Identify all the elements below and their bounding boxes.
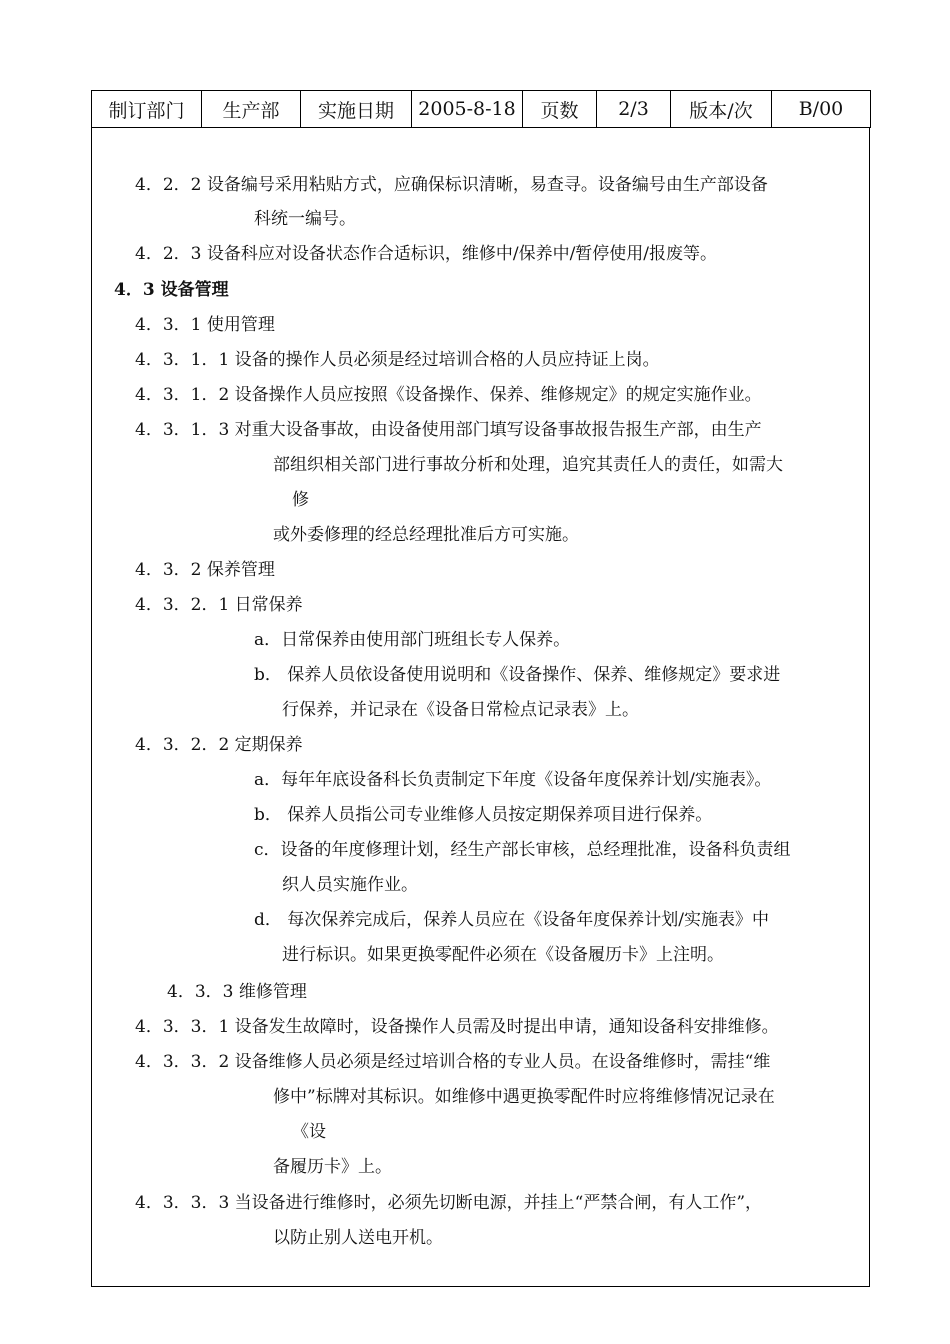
list-item-c: c．设备的年度修理计划，经生产部长审核，总经理批准，设备科负责组: [254, 840, 791, 860]
clause-4-3-3-2-cont: 修中”标牌对其标识。如维修中遇更换零配件时应将维修情况记录在: [273, 1087, 775, 1107]
clause-4-3-3-3-cont: 以防止别人送电开机。: [273, 1228, 443, 1248]
document-header-table: [91, 90, 871, 128]
clause-4-3-3-1: 4．3．3．1 设备发生故障时，设备操作人员需及时提出申请，通知设备科安排维修。: [135, 1017, 779, 1037]
list-item-a: a．每年年底设备科长负责制定下年度《设备年度保养计划/实施表》。: [254, 770, 772, 790]
clause-4-3-1-3-cont: 部组织相关部门进行事故分析和处理，追究其责任人的责任，如需大: [273, 455, 783, 475]
date-value: 2005-8-18: [412, 91, 523, 128]
dept-label: 制订部门: [92, 91, 202, 128]
clause-4-3-1-3-cont: 修: [292, 490, 309, 510]
header-row: [92, 91, 871, 128]
version-value: B/00: [772, 91, 871, 128]
list-item-d-cont: 进行标识。如果更换零配件必须在《设备履历卡》上注明。: [282, 945, 724, 965]
date-label: 实施日期: [301, 91, 412, 128]
clause-4-3-3-2-cont: 备履历卡》上。: [273, 1157, 392, 1177]
section-heading-4-3: 4．3 设备管理: [114, 280, 229, 300]
list-item-a: a．日常保养由使用部门班组长专人保养。: [254, 630, 571, 650]
dept-value: 生产部: [202, 91, 301, 128]
list-item-b: b． 保养人员依设备使用说明和《设备操作、保养、维修规定》要求进: [254, 665, 781, 685]
clause-4-3-2-1: 4．3．2．1 日常保养: [135, 595, 303, 615]
clause-4-3-3-2-cont: 《设: [292, 1122, 326, 1142]
list-item-b: b． 保养人员指公司专业维修人员按定期保养项目进行保养。: [254, 805, 713, 825]
clause-4-3-1-1: 4．3．1．1 设备的操作人员必须是经过培训合格的人员应持证上岗。: [135, 350, 660, 370]
clause-4-3-1-3-cont: 或外委修理的经总经理批准后方可实施。: [273, 525, 579, 545]
clause-4-3-3: 4．3．3 维修管理: [167, 982, 307, 1002]
clause-4-2-2: 4．2．2 设备编号采用粘贴方式，应确保标识清晰，易查寻。设备编号由生产部设备: [135, 175, 768, 195]
clause-4-3-3-2: 4．3．3．2 设备维修人员必须是经过培训合格的专业人员。在设备维修时，需挂“维: [135, 1052, 771, 1072]
clause-4-2-3: 4．2．3 设备科应对设备状态作合适标识，维修中/保养中/暂停使用/报废等。: [135, 244, 718, 264]
list-item-c-cont: 织人员实施作业。: [282, 875, 418, 895]
page-value: 2/3: [597, 91, 671, 128]
version-label: 版本/次: [671, 91, 772, 128]
list-item-d: d． 每次保养完成后，保养人员应在《设备年度保养计划/实施表》中: [254, 910, 770, 930]
clause-4-3-1: 4．3．1 使用管理: [135, 315, 275, 335]
clause-4-3-1-2: 4．3．1．2 设备操作人员应按照《设备操作、保养、维修规定》的规定实施作业。: [135, 385, 762, 405]
clause-4-3-2-2: 4．3．2．2 定期保养: [135, 735, 303, 755]
clause-4-3-3-3: 4．3．3．3 当设备进行维修时，必须先切断电源，并挂上“严禁合闸，有人工作”，: [135, 1193, 763, 1213]
list-item-b-cont: 行保养，并记录在《设备日常检点记录表》上。: [282, 700, 639, 720]
clause-4-3-2: 4．3．2 保养管理: [135, 560, 275, 580]
clause-4-3-1-3: 4．3．1．3 对重大设备事故，由设备使用部门填写设备事故报告报生产部，由生产: [135, 420, 762, 440]
clause-4-2-2-cont: 科统一编号。: [254, 209, 356, 229]
page-label: 页数: [523, 91, 597, 128]
